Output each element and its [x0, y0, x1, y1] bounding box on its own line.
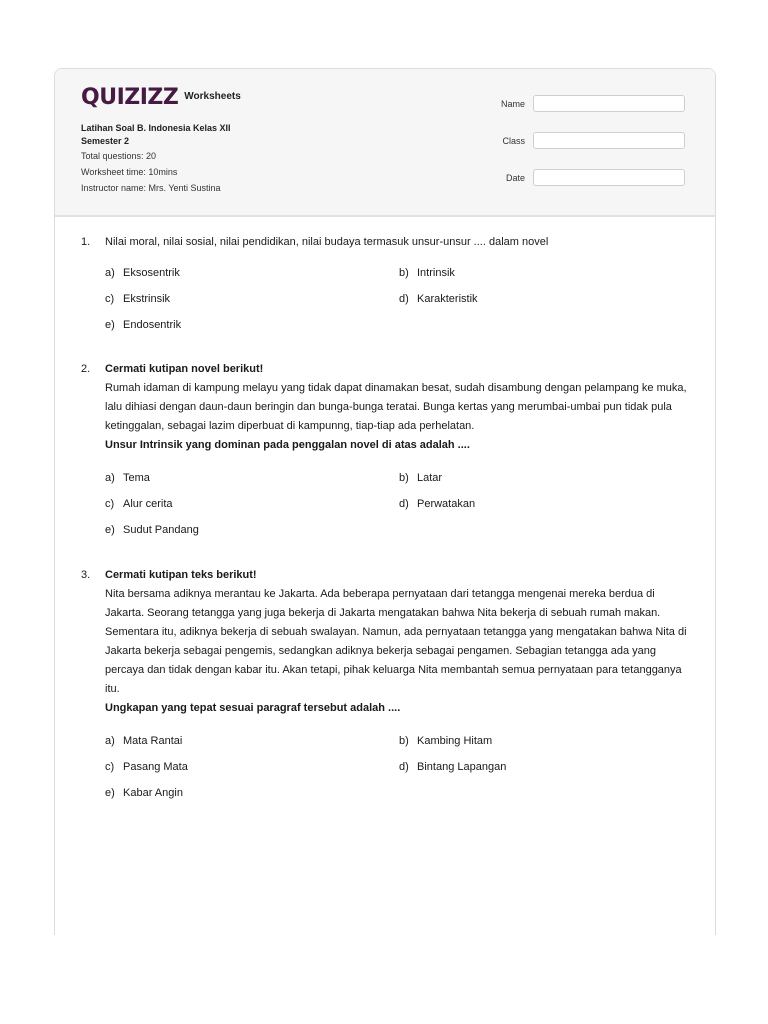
option-letter: e) — [105, 524, 115, 536]
option-letter: a) — [105, 735, 115, 747]
question-1 — [81, 233, 691, 252]
option-text: Alur cerita — [123, 498, 173, 510]
class-label: Class — [502, 136, 525, 146]
total-questions: Total questions: 20 — [81, 151, 157, 161]
option-letter: b) — [399, 267, 409, 279]
option-letter: b) — [399, 735, 409, 747]
option-text: Bintang Lapangan — [417, 761, 507, 773]
brand — [81, 87, 241, 109]
question-2 — [81, 360, 691, 455]
option-letter: e) — [105, 787, 115, 799]
date-field[interactable] — [533, 169, 685, 186]
worksheet-page — [54, 68, 716, 935]
question-heading: Cermati kutipan teks berikut! — [105, 569, 257, 581]
option-text: Endosentrik — [123, 319, 182, 331]
option-a[interactable] — [105, 472, 150, 484]
question-passage: Nita bersama adiknya merantau ke Jakarta. Ada beberapa pernyataan dari tetangga mengenai mereka berdua di Jakarta. Seorang tetangga yang juga bekerja di Jakarta mengatakan bahwa Nita bekerja di sebuah rumah makan. Sementara itu, adiknya bekerja di sebuah swalayan. Namun, ada pernyataan tetangga yang mengatakan bahwa Nita di Jakarta bekerja sebagai pengemis, sedangkan adiknya bekerja sebagai pengamen. Sebagian tetangga ada yang percaya dan tidak dengan kabar itu. Akan tetapi, pihak keluarga Nita membantah semua pernyataan para tetangganya itu. — [105, 588, 687, 695]
option-c[interactable] — [105, 498, 173, 510]
question-number: 1. — [81, 236, 91, 248]
option-text: Kambing Hitam — [417, 735, 493, 747]
option-letter: e) — [105, 319, 115, 331]
class-field[interactable] — [533, 132, 685, 149]
option-letter: a) — [105, 472, 115, 484]
option-b[interactable] — [399, 735, 492, 747]
option-text: Tema — [123, 472, 150, 484]
option-text: Intrinsik — [417, 267, 455, 279]
option-a[interactable] — [105, 735, 182, 747]
option-text: Latar — [417, 472, 443, 484]
option-letter: a) — [105, 267, 115, 279]
worksheet-header — [55, 69, 715, 217]
question-prompt: Ungkapan yang tepat sesuai paragraf tersebut adalah .... — [105, 702, 401, 714]
title-line-1: Latihan Soal B. Indonesia Kelas XII — [81, 123, 231, 133]
name-field[interactable] — [533, 95, 685, 112]
name-label: Name — [500, 99, 525, 109]
question-passage: Rumah idaman di kampung melayu yang tidak dapat dinamakan besat, sudah disambung dengan pelampang ke muka, lalu dihiasi dengan daun-daun beringin dan bunga-bunga teratai. Bunga kertas yang merumbai-umbai pun tidak pula ketinggalan, sebagai lazim diperbuat di kampunng, tiap-tiap ada perhelatan. — [105, 382, 687, 432]
option-e[interactable] — [105, 524, 199, 536]
option-text: Pasang Mata — [123, 761, 188, 773]
option-b[interactable] — [399, 267, 455, 279]
option-a[interactable] — [105, 267, 180, 279]
option-text: Mata Rantai — [123, 735, 183, 747]
option-e[interactable] — [105, 787, 183, 799]
logo-subtitle: Worksheets — [184, 90, 241, 102]
question-prompt: Unsur Intrinsik yang dominan pada penggalan novel di atas adalah .... — [105, 439, 470, 451]
option-text: Sudut Pandang — [123, 524, 199, 536]
question-heading: Cermati kutipan novel berikut! — [105, 363, 264, 375]
option-text: Ekstrinsik — [123, 293, 171, 305]
question-number: 3. — [81, 569, 91, 581]
question-number: 2. — [81, 363, 91, 375]
option-text: Perwatakan — [417, 498, 476, 510]
option-text: Eksosentrik — [123, 267, 180, 279]
quizizz-logo: QUIZIZZ — [81, 85, 179, 110]
option-e[interactable] — [105, 319, 181, 331]
option-letter: c) — [105, 293, 115, 305]
option-b[interactable] — [399, 472, 442, 484]
question-3 — [81, 566, 691, 718]
option-d[interactable] — [399, 761, 506, 773]
worksheet-time: Worksheet time: 10mins — [81, 167, 178, 177]
option-d[interactable] — [399, 498, 475, 510]
title-line-2: Semester 2 — [81, 135, 130, 146]
date-label: Date — [505, 173, 525, 183]
option-letter: c) — [105, 761, 115, 773]
option-letter: b) — [399, 472, 409, 484]
option-c[interactable] — [105, 761, 188, 773]
option-letter: d) — [399, 761, 409, 773]
option-letter: d) — [399, 498, 409, 510]
option-letter: d) — [399, 293, 409, 305]
option-letter: c) — [105, 498, 115, 510]
question-text: Nilai moral, nilai sosial, nilai pendidikan, nilai budaya termasuk unsur-unsur .... dalam novel — [105, 236, 549, 248]
option-c[interactable] — [105, 293, 170, 305]
instructor-name: Instructor name: Mrs. Yenti Sustina — [81, 183, 221, 193]
option-text: Kabar Angin — [123, 787, 183, 799]
worksheet-title — [81, 122, 281, 147]
option-text: Karakteristik — [417, 293, 478, 305]
option-d[interactable] — [399, 293, 478, 305]
